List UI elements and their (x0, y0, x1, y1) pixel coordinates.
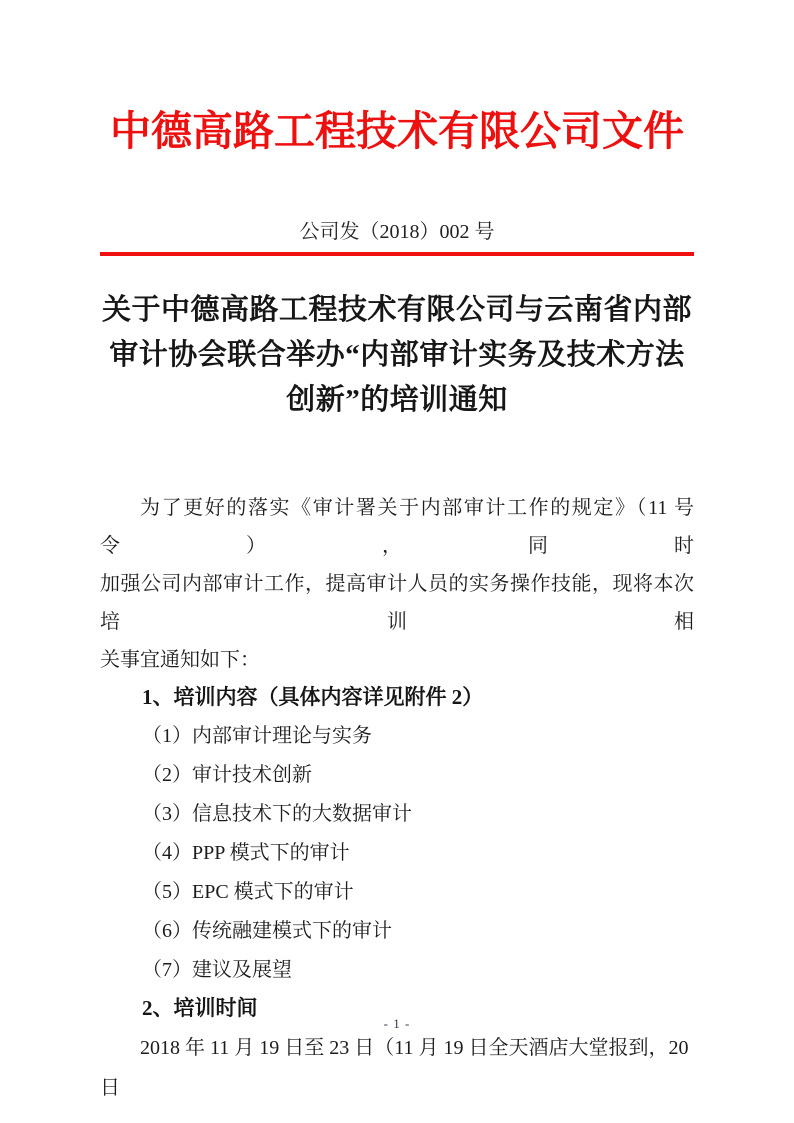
intro-paragraph-line-2: 加强公司内部审计工作，提高审计人员的实务操作技能，现将本次培训相 (100, 573, 694, 633)
red-header-org-title: 中德高路工程技术有限公司文件 (110, 108, 684, 154)
training-content-item-5: （5）EPC 模式下的审计 (142, 881, 354, 903)
page-number-footer: - 1 - (383, 1016, 411, 1031)
doc-number: 公司发（2018）002 号 (299, 221, 495, 243)
training-content-item-2: （2）审计技术创新 (142, 764, 312, 786)
intro-paragraph-line-1: 为了更好的落实《审计署关于内部审计工作的规定》（11 号令），同时 (100, 497, 694, 557)
notice-title (100, 288, 694, 423)
training-date-line: 2018 年 11 月 19 日至 23 日（11 月 19 日全天酒店大堂报到，20 日 (100, 1037, 689, 1099)
training-content-item-6: （6）传统融建模式下的审计 (142, 920, 392, 942)
training-content-item-3: （3）信息技术下的大数据审计 (142, 803, 412, 825)
notice-title-line-3: 创新”的培训通知 (286, 384, 508, 416)
training-content-item-4: （4）PPP 模式下的审计 (142, 842, 350, 864)
red-separator-line (100, 252, 694, 256)
section-2-heading: 2、培训时间 (142, 996, 258, 1020)
section-1-heading: 1、培训内容（具体内容详见附件 2） (142, 685, 484, 709)
notice-title-line-1: 关于中德高路工程技术有限公司与云南省内部 (101, 294, 692, 326)
training-content-item-7: （7）建议及展望 (142, 959, 292, 981)
intro-paragraph-line-3: 关事宜通知如下： (100, 649, 260, 671)
training-content-item-1: （1）内部审计理论与实务 (142, 725, 372, 747)
notice-title-line-2: 审计协会联合举办“内部审计实务及技术方法 (109, 339, 685, 371)
